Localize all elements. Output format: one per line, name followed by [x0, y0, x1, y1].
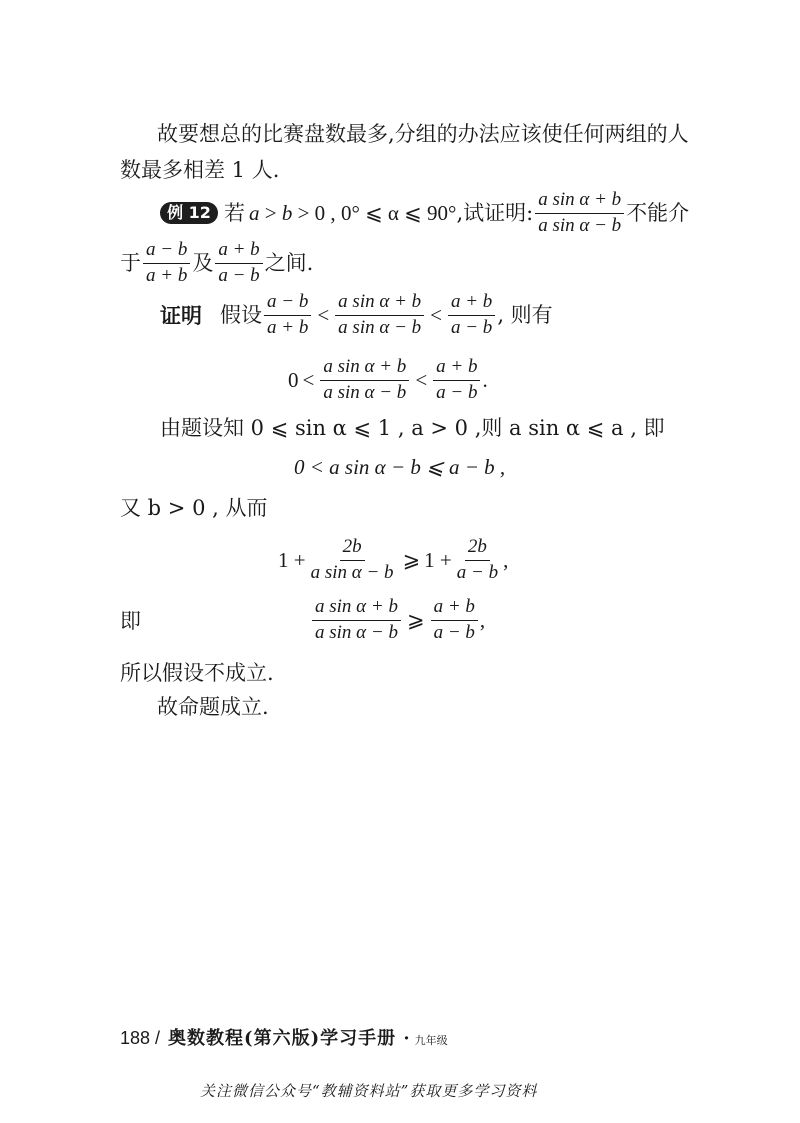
proof-main-fraction [335, 292, 424, 339]
book-title: 奥数教程(第六版)学习手册 · [168, 1028, 411, 1049]
proof-namely: 即 [120, 609, 141, 633]
one-plus: 1 + [278, 547, 306, 572]
zero: 0 [288, 367, 299, 392]
period: . [482, 367, 488, 392]
sum-fraction-left-numerator: 2b [340, 537, 365, 561]
greater-equal-sign: ⩾ [406, 607, 425, 632]
sum-fraction-right-numerator: 2b [465, 537, 490, 561]
example-statement-line-2 [120, 240, 313, 287]
proof-then-have: , 则有 [497, 302, 553, 327]
example-line2-prefix: 于 [120, 250, 141, 275]
proof-inequality-line: 0 < a sin α − b ⩽ a − b , [294, 455, 506, 479]
proof-final-inequality [310, 597, 485, 644]
paragraph-line-1: 故要想总的比赛盘数最多,分组的办法应该使任何两组的人 [157, 122, 689, 146]
page-footer [120, 1024, 448, 1050]
proof-sum-inequality [278, 537, 508, 584]
example-fraction-2 [215, 240, 262, 287]
proof-conclusion-1: 所以假设不成立. [120, 661, 274, 685]
final-fraction-2 [431, 597, 478, 644]
comma: , [479, 607, 486, 632]
watermark-text: 关注微信公众号“教辅资料站”获取更多学习资料 [200, 1082, 538, 1100]
example-main-fraction-denominator: a sin α − b [538, 214, 622, 236]
sum-fraction-right-denominator: a − b [456, 561, 499, 583]
example-fraction-2-numerator: a + b [215, 240, 262, 264]
comma: , [503, 547, 509, 572]
proof-main-fraction-numerator: a sin α + b [335, 292, 424, 316]
proof-assumption-line [160, 292, 553, 339]
example-and: 及 [192, 250, 214, 275]
sum-fraction-left [308, 537, 397, 584]
proof-label: 证明 [160, 302, 202, 328]
example-fraction-1 [143, 240, 190, 287]
centered-main-fraction [320, 357, 409, 404]
proof-centered-inequality [288, 357, 488, 404]
example-between: 之间. [264, 250, 314, 275]
example-lead: 若 [224, 200, 245, 225]
sum-fraction-right [454, 537, 501, 584]
final-main-fraction-numerator: a sin α + b [312, 597, 401, 621]
one-plus: 1 + [424, 547, 452, 572]
proof-fraction-2-numerator: a + b [448, 292, 495, 316]
less-than-sign: < [317, 302, 330, 327]
paragraph-line-2: 数最多相差 1 人. [120, 158, 280, 182]
proof-fraction-1 [264, 292, 311, 339]
example-badge: 例 12 [160, 202, 218, 224]
proof-main-fraction-denominator: a sin α − b [338, 316, 422, 338]
proof-fraction-1-denominator: a + b [267, 316, 309, 338]
final-fraction-2-denominator: a − b [433, 621, 475, 643]
sum-fraction-left-denominator: a sin α − b [310, 561, 394, 583]
page-number: 188 / [120, 1028, 161, 1048]
grade-label: 九年级 [414, 1034, 448, 1047]
centered-fraction-2-numerator: a + b [433, 357, 480, 381]
greater-equal-sign: ⩾ [402, 547, 421, 572]
proof-fraction-2-denominator: a − b [450, 316, 493, 338]
example-statement-line-1 [160, 190, 689, 237]
example-condition: a > b > 0 , 0° ⩽ α ⩽ 90° [249, 200, 457, 225]
example-main-fraction [535, 190, 624, 237]
centered-fraction-2-denominator: a − b [436, 381, 478, 403]
final-fraction-2-numerator: a + b [431, 597, 478, 621]
final-main-fraction [312, 597, 401, 644]
example-not-between: 不能介 [626, 200, 690, 225]
example-fraction-1-denominator: a + b [146, 264, 188, 286]
less-than-sign: < [430, 302, 442, 327]
less-than-sign: < [302, 367, 315, 392]
example-main-fraction-numerator: a sin α + b [535, 190, 624, 214]
less-than-sign: < [415, 367, 428, 392]
proof-assume: 假设 [220, 302, 262, 327]
centered-main-fraction-numerator: a sin α + b [320, 357, 409, 381]
proof-also-line: 又 b > 0 , 从而 [120, 496, 268, 520]
example-prove-text: ,试证明: [456, 200, 534, 225]
proof-given-line: 由题设知 0 ⩽ sin α ⩽ 1 , a > 0 ,则 a sin α ⩽ a , 即 [160, 416, 665, 440]
centered-fraction-2 [433, 357, 480, 404]
proof-conclusion-2: 故命题成立. [157, 695, 269, 719]
example-fraction-1-numerator: a − b [143, 240, 190, 264]
centered-main-fraction-denominator: a sin α − b [323, 381, 407, 403]
final-main-fraction-denominator: a sin α − b [315, 621, 398, 643]
example-fraction-2-denominator: a − b [218, 264, 260, 286]
proof-fraction-1-numerator: a − b [264, 292, 311, 316]
proof-fraction-2 [448, 292, 495, 339]
